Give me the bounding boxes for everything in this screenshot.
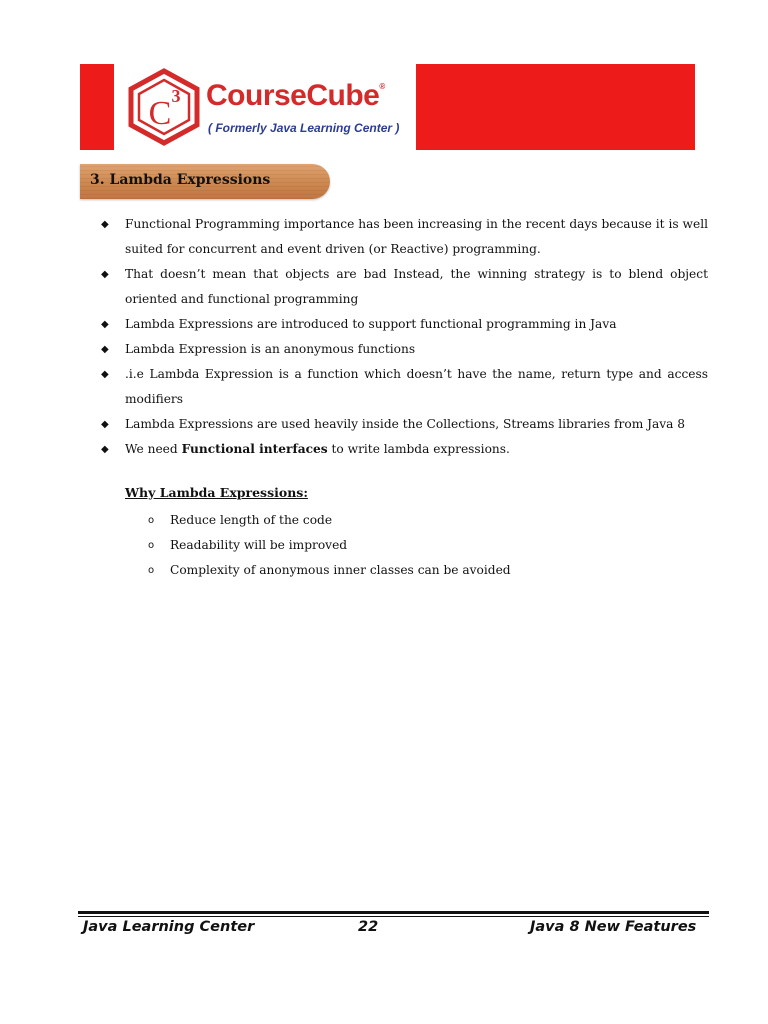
footer-left: Java Learning Center (83, 919, 255, 935)
functional-interfaces-term: Functional interfaces (181, 442, 328, 456)
footer-right: Java 8 New Features (530, 919, 697, 935)
bullet-item: ◆ Lambda Expressions are introduced to support functional programming in Java (96, 312, 708, 337)
why-item: o Complexity of anonymous inner classes can be avoided (146, 558, 511, 583)
diamond-bullet-icon: ◆ (101, 344, 109, 355)
registered-mark: ® (379, 82, 385, 91)
logo-superscript: 3 (171, 86, 181, 106)
section-heading-tab (80, 164, 330, 199)
circle-bullet-icon: o (148, 515, 155, 526)
footer-rule (78, 911, 709, 914)
diamond-bullet-icon: ◆ (101, 319, 109, 330)
bullet-item: ◆ Functional Programming importance has been increasing in the recent days because it is well suited for concurrent and event driven (or Reactive) programming. (96, 212, 708, 262)
footer-rule-thin (78, 916, 709, 917)
circle-bullet-icon: o (148, 540, 155, 551)
bullet-list (96, 212, 708, 462)
bullet-item: ◆ We need Functional interfaces to write lambda expressions. (96, 437, 708, 462)
circle-bullet-icon: o (148, 565, 155, 576)
diamond-bullet-icon: ◆ (101, 219, 109, 230)
bullet-item: ◆ .i.e Lambda Expression is a function which doesn’t have the name, return type and access modifiers (96, 362, 708, 412)
diamond-bullet-icon: ◆ (101, 269, 109, 280)
brand-name: CourseCube® (206, 79, 385, 112)
page-number: 22 (358, 919, 379, 935)
diamond-bullet-icon: ◆ (101, 444, 109, 455)
diamond-bullet-icon: ◆ (101, 369, 109, 380)
bullet-item: ◆ That doesn’t mean that objects are bad Instead, the winning strategy is to blend object oriented and functional programming (96, 262, 708, 312)
why-item: o Reduce length of the code (146, 508, 511, 533)
brand-tagline: ( Formerly Java Learning Center ) (208, 121, 400, 135)
section-title: 3. Lambda Expressions (90, 172, 271, 188)
bullet-item: ◆ Lambda Expression is an anonymous functions (96, 337, 708, 362)
logo (114, 64, 416, 150)
coursecube-hexagon-c3-icon (126, 68, 202, 146)
why-heading: Why Lambda Expressions: (125, 485, 308, 500)
logo-letter: C (148, 95, 172, 132)
bullet-item: ◆ Lambda Expressions are used heavily inside the Collections, Streams libraries from Java 8 (96, 412, 708, 437)
diamond-bullet-icon: ◆ (101, 419, 109, 430)
why-list (146, 508, 511, 583)
why-item: o Readability will be improved (146, 533, 511, 558)
